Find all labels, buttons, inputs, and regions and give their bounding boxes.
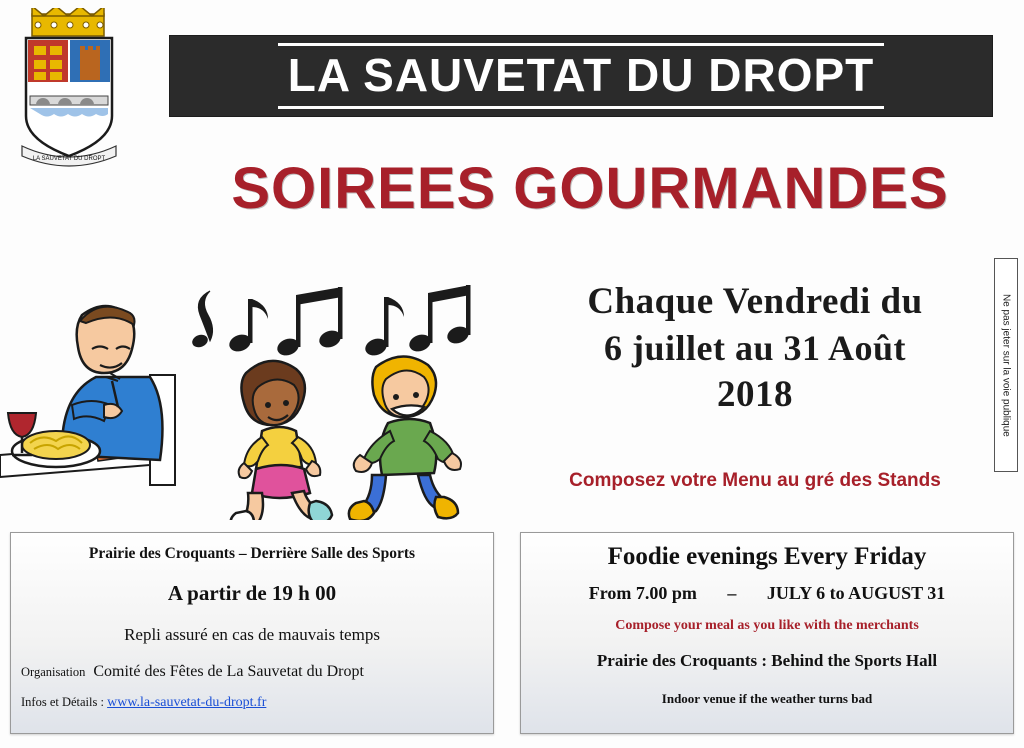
illustration [0,255,505,520]
en-compose: Compose your meal as you like with the merchants [615,618,919,633]
coat-of-arms-icon [14,8,124,168]
info-box-french [10,532,494,734]
en-time-from: From 7.00 pm [588,583,697,603]
music-notes-icon [190,285,471,358]
banner-title: LA SAUVETAT DU DROPT [287,49,875,101]
website-link[interactable]: www.la-sauvetat-du-dropt.fr [107,695,267,710]
legal-notice [994,258,1018,472]
fr-location: Prairie des Croquants – Derrière Salle des Sports [88,545,416,562]
page-title: SOIREES GOURMANDES [231,156,949,221]
dates-line-1: Chaque Vendredi du [587,281,923,322]
fr-organiser [21,663,483,681]
fr-contact [21,695,266,711]
event-dates [520,278,990,419]
fr-organiser-value: Comité des Fêtes de La Sauvetat du Dropt [93,663,364,680]
dates-subtitle: Composez votre Menu au gré des Stands [569,470,941,491]
fr-time: A partir de 19 h 00 [167,581,337,605]
legal-notice-text: Ne pas jeter sur la voie publique [1000,293,1012,437]
en-location: Prairie des Croquants : Behind the Sports Hall [596,651,938,670]
en-time-range: JULY 6 to AUGUST 31 [766,583,946,603]
dancing-boy-icon [349,356,461,520]
en-times [521,583,1013,604]
dates-line-3: 2018 [717,374,793,416]
en-title: Foodie evenings Every Friday [607,543,927,570]
dancing-girl-icon [231,361,332,520]
fr-weather: Repli assuré en cas de mauvais temps [124,625,380,644]
title-banner [170,36,992,116]
fr-organiser-label: Organisation [21,665,86,679]
dates-line-2: 6 juillet au 31 Août [603,328,907,369]
en-weather: Indoor venue if the weather turns bad [661,691,873,706]
man-eating-pasta-icon [0,306,175,485]
crest-motto: LA SAUVETAT DU DROPT [32,156,106,162]
en-dash: – [727,583,737,603]
fr-contact-label: Infos et Détails : [21,695,104,709]
info-box-english [520,532,1014,734]
